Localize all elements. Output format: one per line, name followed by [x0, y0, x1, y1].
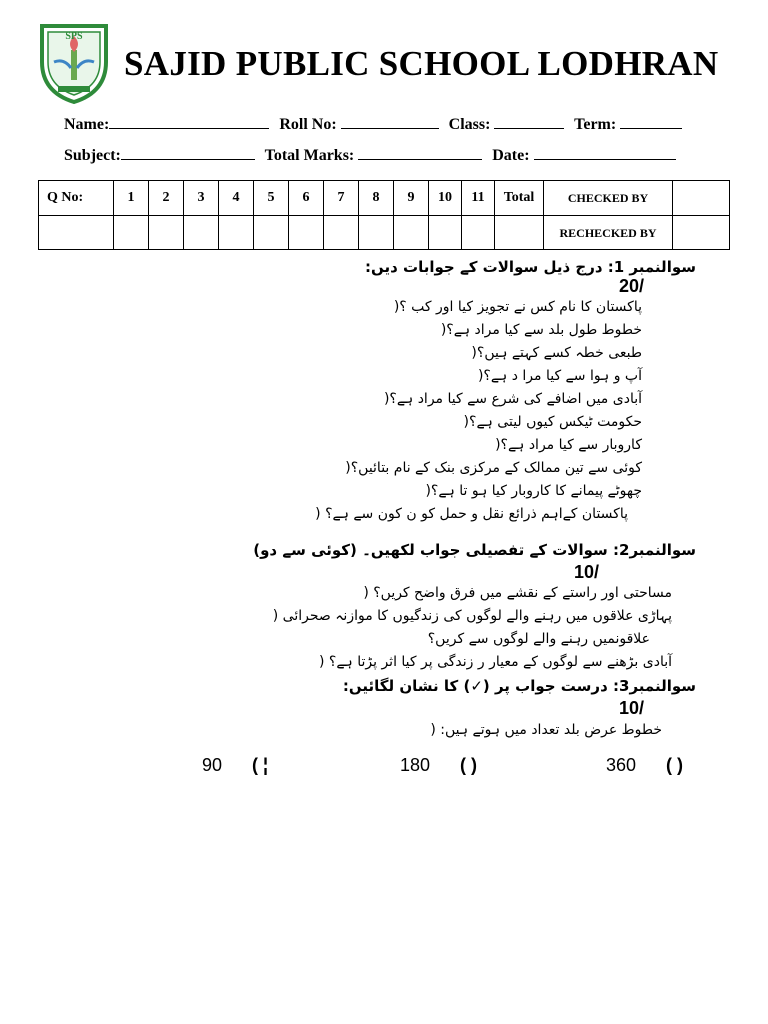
option-value: 180	[400, 755, 431, 775]
marks-cell[interactable]	[429, 216, 462, 250]
marks-cell[interactable]	[359, 216, 394, 250]
rechecked-by-cell[interactable]	[673, 216, 730, 250]
marks-table	[38, 180, 730, 250]
q2-item: آبادی بڑھنے سے لوگوں کے معیار ر زندگی پر کیا اثر پڑتا ہے؟ (	[319, 654, 672, 670]
roll-no-field[interactable]	[341, 114, 439, 129]
q1-heading: سوالنمبر 1: درج ذیل سوالات کے جوابات دیں:	[364, 258, 696, 276]
total-cell[interactable]	[495, 216, 544, 250]
q1-item: آبادی میں اضافے کی شرع سے کیا مراد ہے؟(	[383, 391, 642, 407]
q1-item: طبعی خطہ کسے کہتے ہیں؟(	[471, 345, 642, 361]
q3-marks: 10/	[619, 698, 645, 718]
total-header: Total	[495, 181, 544, 216]
q-number: 2	[149, 181, 184, 216]
q1-item: پاکستان کا نام کس نے تجویز کیا اور کب ؟(	[393, 299, 642, 315]
q3-question: خطوط عرض بلد تعداد میں ہوتے ہیں: (	[430, 722, 662, 738]
q-number: 4	[219, 181, 254, 216]
q-number: 3	[184, 181, 219, 216]
total-marks-field[interactable]	[358, 145, 482, 160]
q1-item: کوئی سے تین ممالک کے مرکزی بنک کے نام بتائیں؟(	[345, 460, 642, 476]
school-name: SAJID PUBLIC SCHOOL LODHRAN	[124, 44, 719, 83]
class-label: Class:	[448, 116, 491, 133]
option-checkbox[interactable]: ( )	[460, 755, 477, 775]
q1-item: آپ و ہوا سے کیا مرا د ہے؟(	[477, 368, 642, 384]
logo-text: SPS	[65, 31, 83, 42]
q2-marks: 10/	[574, 562, 600, 582]
q2-item: پہاڑی علاقوں میں رہنے والے لوگوں کی زندگیوں کا موازنہ صحرائی (	[272, 608, 672, 624]
q-number: 5	[254, 181, 289, 216]
q1-item: چھوٹے پیمانے کا کاروبار کیا ہو تا ہے؟(	[425, 483, 642, 499]
marks-cell[interactable]	[219, 216, 254, 250]
option-checkbox[interactable]: ( )	[666, 755, 683, 775]
marks-cell[interactable]	[324, 216, 359, 250]
school-logo	[38, 22, 110, 104]
name-label: Name:	[64, 116, 110, 133]
q-number: 6	[289, 181, 324, 216]
q1-item: حکومت ٹیکس کیوں لیتی ہے؟(	[463, 414, 642, 430]
option-value: 90	[202, 755, 223, 775]
q-number: 10	[429, 181, 462, 216]
date-label: Date:	[492, 147, 530, 164]
name-field[interactable]	[109, 114, 269, 129]
roll-no-label: Roll No:	[279, 116, 337, 133]
q1-marks: 20/	[619, 276, 645, 296]
subject-info-line	[64, 145, 682, 165]
q2-heading: سوالنمبر2: سوالات کے تفصیلی جواب لکھیں۔ (کوئی سے دو)	[253, 541, 696, 559]
q-number: 1	[114, 181, 149, 216]
q-number: 7	[324, 181, 359, 216]
q3-heading: سوالنمبر3: درست جواب پر (✓) کا نشان لگائیں:	[342, 677, 696, 695]
q-no-header: Q No:	[39, 181, 114, 216]
marks-cell[interactable]	[184, 216, 219, 250]
checked-by-label: CHECKED BY	[544, 181, 673, 216]
class-field[interactable]	[494, 114, 564, 129]
marks-cell[interactable]	[149, 216, 184, 250]
q2-item: مساحتی اور راستے کے نقشے میں فرق واضح کریں؟ (	[363, 585, 672, 601]
date-field[interactable]	[534, 145, 676, 160]
marks-cell[interactable]	[289, 216, 324, 250]
marks-cell[interactable]	[254, 216, 289, 250]
subject-label: Subject:	[64, 147, 121, 164]
checked-by-cell[interactable]	[673, 181, 730, 216]
q1-item: پاکستان کےاہم ذرائع نقل و حمل کو ن کون سے ہے؟ (	[315, 506, 628, 522]
option-checkbox[interactable]: ( ¦	[252, 755, 269, 775]
q-number: 8	[359, 181, 394, 216]
q-number: 11	[462, 181, 495, 216]
marks-cell[interactable]	[114, 216, 149, 250]
rechecked-by-label: RECHECKED BY	[544, 216, 673, 250]
marks-cell[interactable]	[394, 216, 429, 250]
term-field[interactable]	[620, 114, 682, 129]
student-info-line	[64, 114, 688, 134]
term-label: Term:	[574, 116, 617, 133]
total-marks-label: Total Marks:	[264, 147, 355, 164]
option-value: 360	[606, 755, 637, 775]
q1-item: کاروبار سے کیا مراد ہے؟(	[495, 437, 642, 453]
marks-cell[interactable]	[39, 216, 114, 250]
q-number: 9	[394, 181, 429, 216]
subject-field[interactable]	[121, 145, 255, 160]
marks-cell[interactable]	[462, 216, 495, 250]
q1-item: خطوط طول بلد سے کیا مراد ہے؟(	[440, 322, 642, 338]
q2-item-continued: علاقونمیں رہنے والے لوگوں سے کریں؟	[427, 631, 650, 647]
